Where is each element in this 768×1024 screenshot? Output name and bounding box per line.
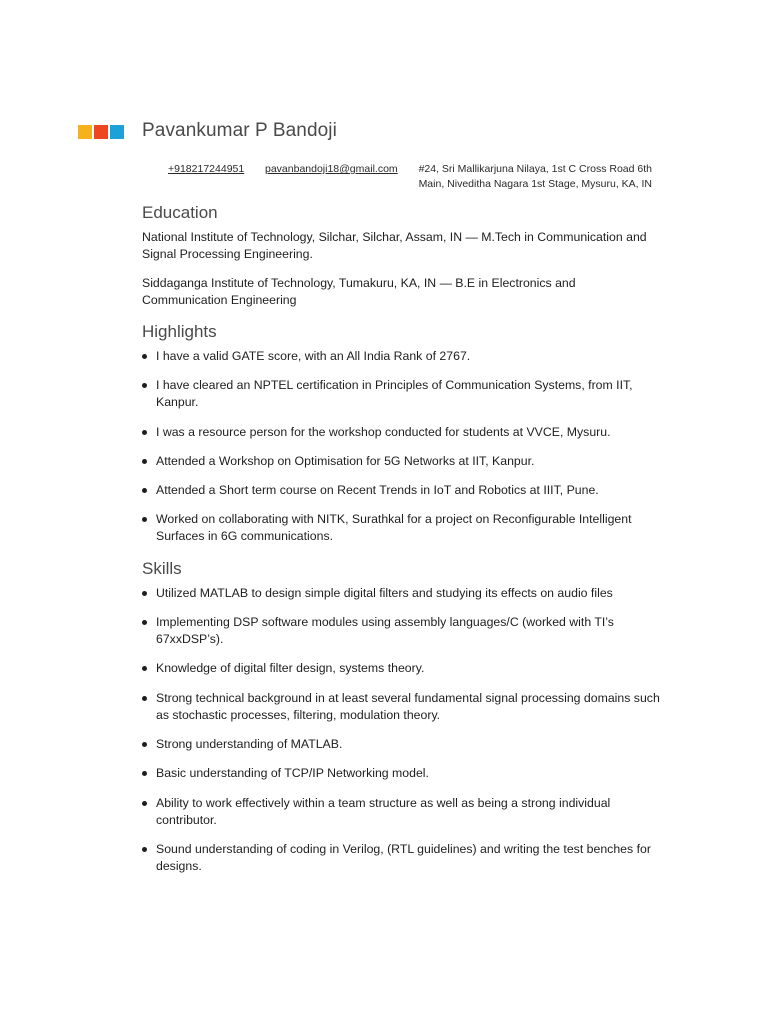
skill-item: Ability to work effectively within a team structure as well as being a strong individual contributor. bbox=[142, 795, 662, 829]
skills-list bbox=[142, 585, 662, 875]
address-line-2: Main, Niveditha Nagara 1st Stage, Mysuru, KA, IN bbox=[418, 178, 652, 190]
highlight-item: Attended a Short term course on Recent Trends in IoT and Robotics at IIIT, Pune. bbox=[142, 482, 662, 499]
highlight-item: Worked on collaborating with NITK, Surathkal for a project on Reconfigurable Intelligent Surfaces in 6G communications. bbox=[142, 511, 662, 545]
postal-address bbox=[380, 162, 652, 192]
highlights-list bbox=[142, 348, 662, 545]
email-link[interactable]: pavanbandoji18@gmail.com bbox=[265, 163, 398, 175]
education-item: Siddaganga Institute of Technology, Tumakuru, KA, IN — B.E in Electronics and Communication Engineering bbox=[142, 276, 576, 307]
education-item: National Institute of Technology, Silchar, Silchar, Assam, IN — M.Tech in Communication and Signal Processing Engineering. bbox=[142, 230, 647, 261]
highlight-item: I have a valid GATE score, with an All India Rank of 2767. bbox=[142, 348, 662, 365]
resume-body bbox=[142, 202, 662, 887]
education-section bbox=[142, 202, 662, 309]
logo-squares bbox=[78, 125, 124, 139]
phone-link[interactable]: +918217244951 bbox=[168, 163, 245, 175]
skill-item: Implementing DSP software modules using assembly languages/C (worked with TI’s 67xxDSP’s). bbox=[142, 614, 662, 648]
highlights-section bbox=[142, 321, 662, 545]
skill-item: Utilized MATLAB to design simple digital filters and studying its effects on audio files bbox=[142, 585, 662, 602]
email-address[interactable] bbox=[265, 162, 398, 177]
logo-square-yellow bbox=[78, 125, 92, 139]
resume-name: Pavankumar P Bandoji bbox=[142, 120, 337, 141]
education-heading: Education bbox=[142, 203, 218, 222]
skills-heading: Skills bbox=[142, 558, 182, 578]
highlight-item: Attended a Workshop on Optimisation for 5G Networks at IIT, Kanpur. bbox=[142, 453, 662, 470]
address-line-1: #24, Sri Mallikarjuna Nilaya, 1st C Cross Road 6th bbox=[418, 163, 652, 175]
skill-item: Sound understanding of coding in Verilog, (RTL guidelines) and writing the test benches for designs. bbox=[142, 841, 662, 875]
skill-item: Basic understanding of TCP/IP Networking model. bbox=[142, 765, 662, 782]
logo-square-red bbox=[94, 125, 108, 139]
highlight-item: I was a resource person for the workshop conducted for students at VVCE, Mysuru. bbox=[142, 424, 662, 441]
skill-item: Strong understanding of MATLAB. bbox=[142, 736, 662, 753]
skills-section bbox=[142, 558, 662, 875]
skill-item: Knowledge of digital filter design, systems theory. bbox=[142, 660, 662, 677]
highlight-item: I have cleared an NPTEL certification in Principles of Communication Systems, from IIT, Kanpur. bbox=[142, 377, 662, 411]
logo-square-blue bbox=[110, 125, 124, 139]
skill-item: Strong technical background in at least several fundamental signal processing domains such as stochastic processes, filtering, modulation theory. bbox=[142, 690, 662, 724]
highlights-heading: Highlights bbox=[142, 322, 217, 341]
phone-number[interactable] bbox=[168, 162, 244, 177]
